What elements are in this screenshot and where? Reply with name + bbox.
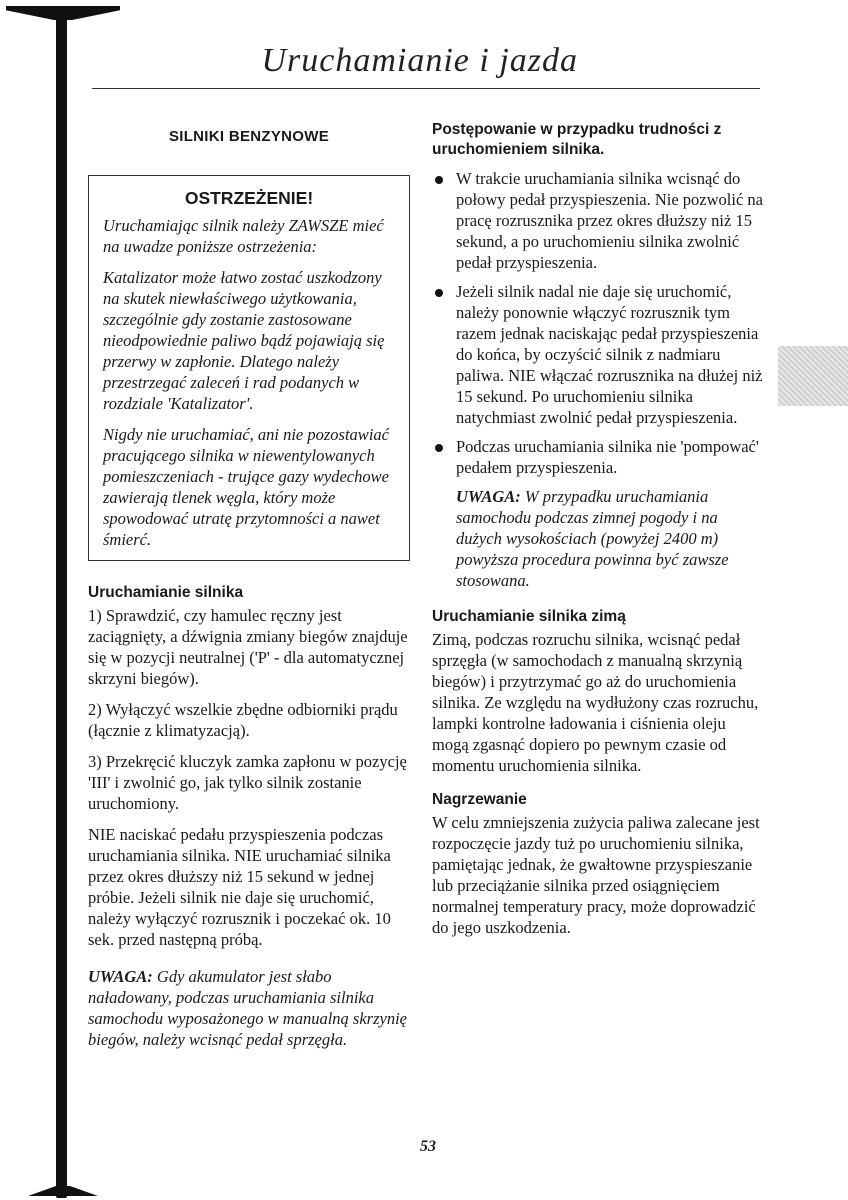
bullet-icon xyxy=(435,444,443,452)
warning-title: OSTRZEŻENIE! xyxy=(184,188,314,208)
start-engine-heading: Uruchamianie silnika xyxy=(88,584,244,601)
section-title: SILNIKI BENZYNOWE xyxy=(168,128,330,145)
start-step-2: 2) Wyłączyć wszelkie zbędne odbiorniki prądu (łącznie z klimatyzacją). xyxy=(88,700,398,740)
header-rule xyxy=(92,88,760,89)
list-item-text: Podczas uruchamiania silnika nie 'pompować' pedałem przyspieszenia. xyxy=(456,437,759,477)
list-item-text: Jeżeli silnik nadal nie daje się uruchomić, należy ponownie włączyć rozrusznik tym razem jednak naciskając pedał przyspieszenia do końca, by oczyścić silnik z nadmiaru paliwa. NIE włączać rozrusznika na dłużej niż 15 sekund. Po uruchomieniu silnika natychmiast zwolnić pedał przyspieszenia. xyxy=(456,282,763,427)
bullet-icon xyxy=(435,176,443,184)
winter-start-heading: Uruchamianie silnika zimą xyxy=(432,608,626,625)
left-column xyxy=(88,120,410,1050)
difficulty-list xyxy=(432,168,764,478)
warning-paragraph: Uruchamiając silnik należy ZAWSZE mieć na uwadze poniższe ostrzeżenia: xyxy=(103,216,384,256)
binding-bar xyxy=(56,8,67,1198)
right-column xyxy=(432,120,764,948)
warmup-heading: Nagrzewanie xyxy=(432,791,527,808)
note-label: UWAGA: xyxy=(456,487,521,506)
thumb-tab xyxy=(778,346,848,406)
start-instruction: NIE naciskać pedału przyspieszenia podczas uruchamiania silnika. NIE uruchamiać silnika przez okres dłuższy niż 15 sekund w jednej próbie. Jeżeli silnik nie daje się uruchomić, należy wyłączyć rozrusznik i poczekać ok. 10 sek. przed następną próbą. xyxy=(88,825,391,949)
page-title: Uruchamianie i jazda xyxy=(261,42,578,79)
cold-weather-note xyxy=(432,486,764,591)
winter-start-text: Zimą, podczas rozruchu silnika, wcisnąć pedał sprzęgła (w samochodach z manualną skrzynią biegów) i przytrzymać go aż do uruchomienia silnika. Ze względu na wydłużony czas rozruchu, lampki kontrolne ładowania i ciśnienia oleju mogą zgasnąć dopiero po pewnym czasie od momentu uruchomienia silnika. xyxy=(432,630,759,775)
list-item xyxy=(432,281,764,428)
bullet-icon xyxy=(435,289,443,297)
binding-bar-bottom xyxy=(28,1186,98,1196)
warning-box xyxy=(88,175,410,561)
list-item xyxy=(432,436,764,478)
start-step-1: 1) Sprawdzić, czy hamulec ręczny jest zaciągnięty, a dźwignia zmiany biegów znajduje się w pozycji neutralnej ('P' - dla automatycznej skrzyni biegów). xyxy=(88,606,408,688)
start-step-3: 3) Przekręcić kluczyk zamka zapłonu w pozycję 'III' i zwolnić go, jak tylko silnik zostanie uruchomiony. xyxy=(88,752,407,813)
list-item-text: W trakcie uruchamiania silnika wcisnąć do połowy pedał przyspieszenia. Nie pozwolić na pracę rozrusznika przez okres dłuższy niż 15 sekund, a po uruchomieniu silnika zwolnić pedał przyspieszenia. xyxy=(456,169,763,272)
note-text: Gdy akumulator jest słabo naładowany, podczas uruchamiania silnika samochodu wyposażonego w manualną skrzynię biegów, należy wcisnąć pedał sprzęgła. xyxy=(88,967,407,1049)
difficulty-heading: Postępowanie w przypadku trudności z uruchomieniem silnika. xyxy=(432,121,722,158)
warmup-text: W celu zmniejszenia zużycia paliwa zalecane jest rozpoczęcie jazdy tuż po uruchomieniu silnika, pamiętając jednak, że gwałtowne przyspieszanie lub przeciążanie silnika przed osiągnięciem normalnej temperatury pracy, może doprowadzić do jego uszkodzenia. xyxy=(432,813,760,937)
note-text: W przypadku uruchamiania samochodu podczas zimnej pogody i na dużych wysokościach (powyżej 2400 m) powyższa procedura powinna być zawsze stosowana. xyxy=(456,487,729,590)
list-item xyxy=(432,168,764,273)
warning-paragraph: Nigdy nie uruchamiać, ani nie pozostawiać pracującego silnika w niewentylowanych pomieszczeniach - trujące gazy wydechowe zawierają tlenek węgla, który może spowodować utratę przytomności a nawet śmierć. xyxy=(103,425,389,549)
battery-note xyxy=(88,966,410,1050)
note-label: UWAGA: xyxy=(88,967,153,986)
warning-paragraph: Katalizator może łatwo zostać uszkodzony na skutek niewłaściwego użytkowania, szczególnie gdy zostanie zastosowane nieodpowiednie paliwo bądź pojawiają się przerwy w zapłonie. Dlatego należy przestrzegać zaleceń i rad podanych w rozdziale 'Katalizator'. xyxy=(103,268,385,413)
page-number: 53 xyxy=(420,1138,436,1155)
